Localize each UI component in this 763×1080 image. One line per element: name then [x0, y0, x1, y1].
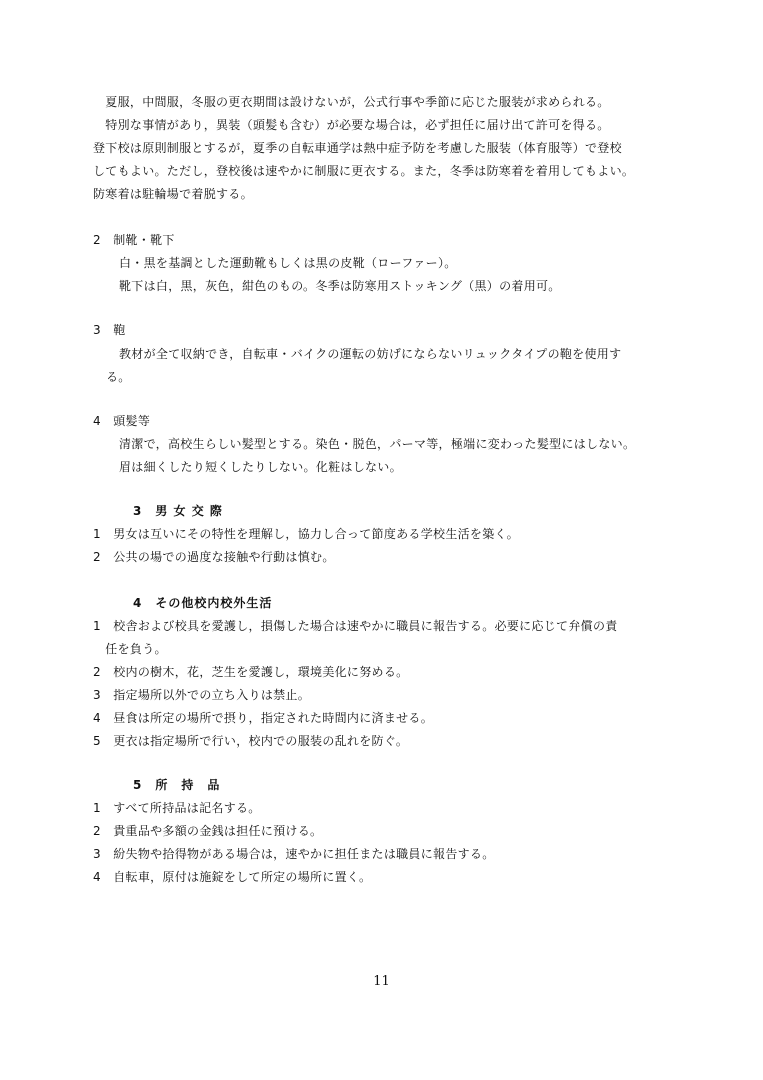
section4-line-2: 任を負う。	[93, 642, 167, 656]
item4-line-2: 眉は細くしたり短くしたりしない。化粧はしない。	[119, 460, 402, 474]
section3-line-2: 2 公共の場での過度な接触や行動は慎む。	[93, 550, 335, 564]
item4-line-1: 清潔で，高校生らしい髪型とする。染色・脱色，パーマ等，極端に変わった髪型にはしない。	[119, 437, 636, 451]
section5-heading: 5 所 持 品	[133, 778, 221, 792]
section4-line-4: 3 指定場所以外での立ち入りは禁止。	[93, 688, 311, 702]
section5-line-3: 3 紛失物や拾得物がある場合は，速やかに担任または職員に報告する。	[93, 847, 495, 861]
section4-line-3: 2 校内の樹木，花，芝生を愛護し，環境美化に努める。	[93, 665, 409, 679]
section4-line-6: 5 更衣は指定場所で行い，校内での服装の乱れを防ぐ。	[93, 734, 409, 748]
section4-heading: 4 その他校内校外生活	[133, 596, 273, 610]
intro-line-3: 登下校は原則制服とするが，夏季の自転車通学は熱中症予防を考慮した服装（体育服等）で登校	[93, 141, 622, 155]
section5-line-4: 4 自転車，原付は施錠をして所定の場所に置く。	[93, 870, 372, 884]
page-number: 11	[373, 974, 390, 989]
item2-line-1: 白・黒を基調とした運動靴もしくは黒の皮靴（ローファー）。	[119, 256, 457, 270]
section3-line-1: 1 男女は互いにその特性を理解し，協力し合って節度ある学校生活を築く。	[93, 527, 519, 541]
section4-line-1: 1 校舎および校具を愛護し，損傷した場合は速やかに職員に報告する。必要に応じて弁償の責	[93, 619, 618, 633]
intro-line-2: 特別な事情があり，異装（頭髪も含む）が必要な場合は，必ず担任に届け出て許可を得る。	[93, 118, 610, 132]
item3-line-2: る。	[106, 370, 131, 384]
item3-heading: 3 鞄	[93, 323, 126, 337]
section5-line-1: 1 すべて所持品は記名する。	[93, 801, 261, 815]
intro-line-4: してもよい。ただし，登校後は速やかに制服に更衣する。また，冬季は防寒着を着用してもよい。	[93, 164, 635, 178]
intro-line-1: 夏服，中間服，冬服の更衣期間は設けないが，公式行事や季節に応じた服装が求められる。	[93, 95, 610, 109]
section3-heading: 3 男 女 交 際	[133, 504, 223, 518]
section4-line-5: 4 昼食は所定の場所で摂り，指定された時間内に済ませる。	[93, 711, 434, 725]
section5-line-2: 2 貴重品や多額の金銭は担任に預ける。	[93, 824, 323, 838]
item2-heading: 2 制靴・靴下	[93, 233, 175, 247]
item4-heading: 4 頭髪等	[93, 414, 151, 428]
item2-line-2: 靴下は白，黒，灰色，紺色のもの。冬季は防寒用ストッキング（黒）の着用可。	[119, 279, 561, 293]
item3-line-1: 教材が全て収納でき，自転車・バイクの運転の妨げにならないリュックタイプの鞄を使用す	[119, 347, 622, 361]
intro-line-5: 防寒着は駐輪場で着脱する。	[93, 187, 253, 201]
